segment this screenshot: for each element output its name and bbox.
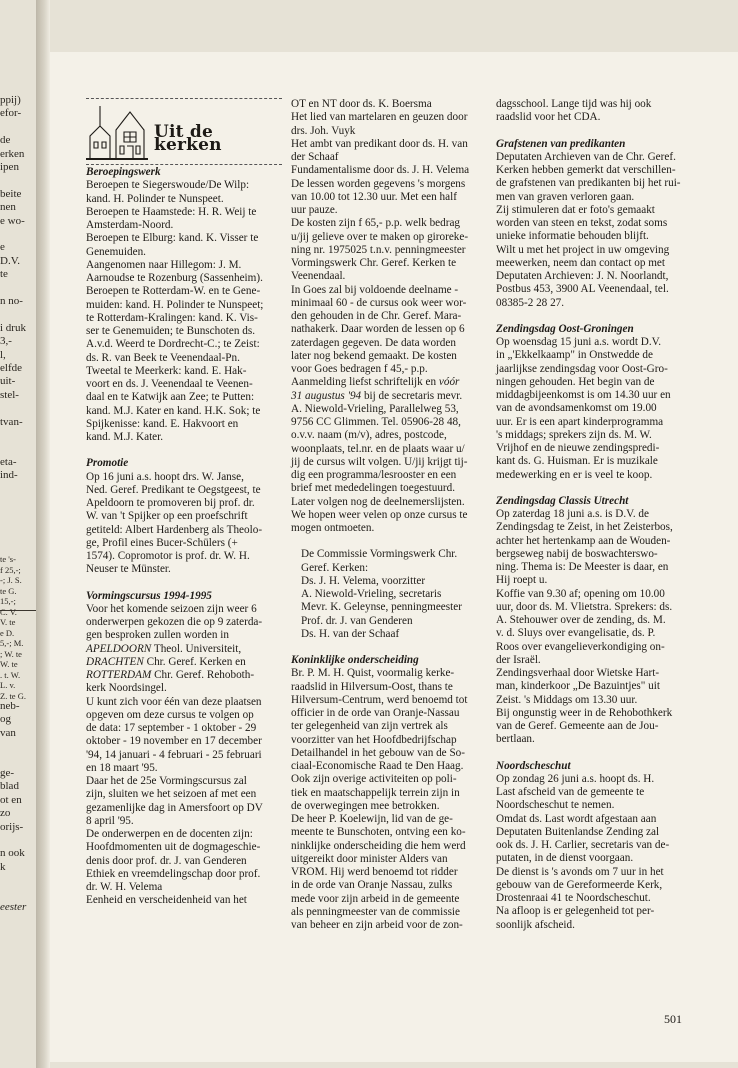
header-rule-top	[86, 98, 282, 99]
text-line: ning. Thema is: De Meester is daar, en	[496, 561, 669, 573]
text-line: Amsterdam-Noord.	[86, 219, 174, 231]
text-line: De onderwerpen en de docenten zijn:	[86, 828, 253, 840]
text-line: ningen gehouden. Het begin van de	[496, 375, 655, 388]
text-line: Aangenomen naar Hillegom: J. M.	[86, 258, 242, 271]
text-line: oktober - 19 november en 17 december	[86, 735, 262, 748]
text-line: voorzitter van het Hoofdbedrijfschap	[291, 733, 457, 746]
spacer	[496, 747, 692, 760]
strip-text: te 's-	[0, 554, 16, 564]
strip-text: D.V.	[0, 254, 20, 267]
text-line: A. Stehouwer over de zending, ds. M.	[496, 614, 666, 626]
text-line: De dienst is 's avonds om 7 uur in het	[496, 865, 664, 878]
text-line: ook ds. J. H. Carlier, secretaris van de-	[496, 839, 670, 851]
text-line: in de orde van Oranje Nassau, zulks	[291, 879, 453, 892]
strip-text: 15,-;	[0, 596, 16, 606]
strip-text: C. V.	[0, 606, 17, 617]
strip-text: nen	[0, 201, 16, 214]
text-line: Deputaten Buitenlandse Zending zal	[496, 825, 660, 838]
text-line: Ds. H. van der Schaaf	[301, 627, 400, 640]
text-line: gebouw van de Gereformeerde Kerk,	[496, 878, 663, 891]
strip-text: zo	[0, 807, 11, 820]
strip-text: n ook	[0, 847, 25, 860]
text-line: Eenheid en verscheidenheid van het	[86, 894, 247, 907]
strip-text: ge-	[0, 767, 15, 779]
paragraph	[496, 773, 692, 932]
text-line: opgeven om deze cursus te volgen op	[86, 708, 254, 721]
text-line: Fundamentalisme door ds. J. H. Velema	[291, 164, 470, 177]
strip-text: 3,-	[0, 335, 12, 348]
text-line: soonlijk afscheid.	[496, 918, 575, 931]
text-line: Deputaten Archieven van de Chr. Geref.	[496, 150, 676, 163]
text-line: Geref. Kerken:	[301, 561, 369, 574]
strip-text: L. v.	[0, 680, 16, 690]
text-line: getiteld: Albert Hardenberg als Theolo-	[86, 523, 263, 536]
strip-text: l,	[0, 348, 6, 361]
text-line: drs. Joh. Vuyk	[291, 124, 356, 137]
text-line: daal en te Katwijk aan Zee; te Putten:	[86, 391, 255, 404]
text-line: minimaal 60 - de cursus ook weer wor-	[291, 296, 467, 309]
text-line: denis door prof. dr. J. van Genderen	[86, 854, 247, 867]
text-line: Ethiek en vreemdelingschap door prof.	[86, 867, 261, 880]
text-line: A. Niewold-Vrieling, Parallelweg 53,	[291, 402, 459, 415]
text-line: Ds. J. H. Velema, voorzitter	[301, 574, 426, 587]
text-line: bergseweg nabij de boswachterswo-	[496, 547, 658, 560]
text-line: 08385-2 28 27.	[496, 296, 565, 309]
text-line: Zendingsdag te Zeist, in het Zeisterbos,	[496, 521, 673, 534]
text-run: 31 augustus '94	[291, 389, 362, 402]
strip-text: i druk	[0, 321, 26, 334]
strip-text: te G.	[0, 585, 17, 596]
text-line: Vrijhof en de nieuwe zendingspredi-	[496, 442, 660, 454]
strip-text: ipen	[0, 161, 19, 173]
strip-text: 5,-; M.	[0, 638, 24, 648]
text-line: middagbijeenkomst is om 14.30 uur en	[496, 389, 671, 401]
text-line: zaterdagen gegeven. De data worden	[291, 336, 456, 349]
text-line: ge, Profil eines Bucer-Schülers (+	[86, 536, 238, 549]
text-line: 8 april '95.	[86, 814, 134, 827]
text-line: U kunt zich voor één van deze plaatsen	[86, 695, 262, 708]
text-line: in „'Ekkelkaamp" in Onstwedde de	[496, 349, 653, 362]
text-run: vóór	[438, 376, 460, 389]
text-line: ninklijke onderscheiding die hem werd	[291, 839, 466, 852]
text-line: voort en ds. J. Veenendaal te Veenen-	[86, 378, 253, 390]
text-line: Beroepen te Haamstede: H. R. Weij te	[86, 205, 257, 218]
text-line: A. Niewold-Vrieling, secretaris	[301, 588, 442, 600]
text-run: Aanmelding liefst schriftelijk en	[291, 376, 439, 389]
text-line: kand. M.J. Kater.	[86, 431, 164, 443]
text-line: Beroepen te Elburg: kand. K. Visser te	[86, 232, 259, 245]
strip-text: van	[0, 726, 16, 739]
section-heading: Promotie	[86, 457, 129, 470]
strip-text: ind-	[0, 469, 18, 482]
text-line: o.v.v. naam (m/v), adres, postcode,	[291, 429, 447, 442]
paragraph	[496, 508, 692, 747]
text-line: Mevr. K. Geleynse, penningmeester	[301, 601, 462, 614]
text-line: Br. P. M. H. Quist, voormalig kerke-	[291, 667, 455, 680]
text-line: zijn, sluiten we het seizoen af met een	[86, 788, 257, 801]
text-line: tiek en maatschappelijk terrein zijn in	[291, 786, 460, 799]
section-heading: Beroepingswerk	[86, 166, 161, 178]
text-line: gen besproken zullen worden in	[86, 629, 229, 642]
section-heading: Koninklijke onderscheiding	[291, 654, 419, 666]
strip-text: ppij)	[0, 94, 21, 106]
text-line: kerk Noordsingel.	[86, 682, 167, 695]
text-line: putaten, in de dienst voorgaan.	[496, 852, 634, 865]
strip-text: eester	[0, 901, 27, 913]
text-line: 1574). Copromotor is prof. dr. W. H.	[86, 550, 250, 562]
section-heading: Zendingsdag Oost-Groningen	[496, 322, 634, 335]
text-line	[86, 643, 282, 656]
text-line: officier in de orde van Oranje-Nassau	[291, 707, 460, 719]
strip-text: neb-	[0, 700, 20, 712]
strip-text: beite	[0, 187, 22, 200]
text-line: Roos over evangelieverkondiging on-	[496, 640, 665, 653]
text-line: VROM. Hij werd benoemd tot ridder	[291, 866, 458, 878]
text-line: Veenendaal.	[291, 270, 346, 283]
text-line: Zeist. 's Middags om 13.30 uur.	[496, 693, 638, 706]
text-run: Theol. Universiteit,	[151, 642, 242, 655]
paragraph	[291, 548, 487, 641]
text-line: Hoofdmomenten uit de dogmageschie-	[86, 841, 261, 854]
text-line: der Israël.	[496, 653, 541, 666]
text-line: van beheer en zijn arbeid voor de zon-	[291, 919, 463, 931]
text-line: uur. Er is een apart kinderprogramma	[496, 415, 664, 428]
text-line: bertlaan.	[496, 733, 535, 746]
text-line: Aarnoudse te Rozenburg (Sassenheim).	[86, 272, 263, 284]
text-line: De Commissie Vormingswerk Chr.	[301, 548, 458, 561]
spacer	[291, 641, 487, 654]
paragraph	[496, 336, 692, 482]
text-line: medewerking en er is veel te koop.	[496, 468, 653, 481]
text-line: meewerken, neem dan contact op met	[496, 256, 665, 269]
text-line: kand. H. Polinder te Nunspeet.	[86, 192, 224, 205]
strip-text: -; J. S.	[0, 575, 22, 585]
text-line: van de Geref. Gemeente aan de Jou-	[496, 720, 659, 732]
section-title: Uit de kerken	[154, 122, 222, 156]
text-line: '94, 14 januari - 4 februari - 25 februari	[86, 748, 262, 761]
text-line: de grafstenen van predikanten bij het rui-	[496, 177, 681, 190]
place-name: APELDOORN	[86, 642, 152, 655]
text-line: uitgereikt door minister Alders van	[291, 852, 448, 865]
text-line: Drostenraai 41 te Noordscheschut.	[496, 892, 651, 904]
text-line	[291, 390, 487, 403]
strip-text: erken	[0, 147, 25, 160]
text-line: kand. M.J. Kater en kand. H.K. Sok; te	[86, 404, 261, 417]
text-line: Wilt u met het project in uw omgeving	[496, 243, 670, 256]
text-line: van 10.00 tot 12.30 uur. Met een half	[291, 190, 457, 203]
text-line: ds. R. van Beek te Veenendaal-Pn.	[86, 351, 240, 364]
paragraph	[291, 98, 487, 376]
text-line: mede voor zijn arbeid in de gemeente	[291, 892, 460, 905]
text-line: Genemuiden.	[86, 245, 146, 258]
text-line: W. van 't Spijker op een proefschrift	[86, 510, 248, 523]
column-3	[496, 98, 692, 932]
text-line: Kerken hebben gemerkt dat verschillen-	[496, 164, 676, 176]
text-line: man, kinderkoor „De Bazuintjes" uit	[496, 680, 660, 693]
text-line: der Schaaf	[291, 151, 339, 163]
paragraph	[86, 471, 282, 577]
text-line: Zij stimuleren dat er foto's gemaakt	[496, 203, 655, 216]
text-line: jaarlijkse zendingsdag voor Oost-Gro-	[496, 362, 668, 375]
strip-text: tvan-	[0, 415, 23, 428]
text-line: meente te Bunschoten, ontving een ko-	[291, 826, 466, 839]
text-line	[86, 656, 282, 669]
text-line: nathakerk. Daar worden de lessen op 6	[291, 323, 465, 336]
strip-text: de	[0, 134, 11, 147]
text-line: Op zondag 26 juni a.s. hoopt ds. H.	[496, 772, 655, 785]
strip-text: e D.	[0, 627, 15, 638]
text-line: Op 16 juni a.s. hoopt drs. W. Janse,	[86, 470, 244, 483]
strip-text: uit-	[0, 375, 16, 388]
strip-text: n no-	[0, 295, 23, 307]
text-line: raadslid in Hilversum-Oost, thans te	[291, 680, 453, 693]
section-heading: Zendingsdag Classis Utrecht	[496, 494, 629, 507]
spacer	[86, 444, 282, 457]
strip-text: . t. W.	[0, 669, 21, 680]
text-line: Na afloop is er gelegenheid tot per-	[496, 905, 655, 918]
spacer	[496, 310, 692, 323]
column-1	[86, 96, 282, 908]
paragraph	[86, 603, 282, 643]
section-header	[86, 96, 282, 166]
spacer	[291, 535, 487, 548]
paragraph	[291, 403, 487, 536]
strip-text: te	[0, 268, 8, 281]
text-line	[291, 376, 487, 389]
text-line: Beroepen te Rotterdam-W. en te Gene-	[86, 285, 261, 298]
strip-text: og	[0, 713, 11, 726]
place-name: DRACHTEN	[86, 655, 144, 668]
text-line: Op zaterdag 18 juni a.s. is D.V. de	[496, 508, 649, 520]
text-line: Last afscheid van de gemeente te	[496, 786, 645, 798]
text-line: dig een programma/lesrooster en een	[291, 469, 457, 481]
text-line: van de avondsamenkomst om 19.00	[496, 402, 657, 415]
paragraph	[496, 151, 692, 310]
text-line: Omdat ds. Last wordt afgestaan aan	[496, 812, 657, 825]
strip-text: k	[0, 860, 6, 873]
strip-text: W. te	[0, 659, 18, 669]
paragraph	[496, 98, 692, 125]
text-line: later nog bekend gemaakt. De kosten	[291, 349, 457, 362]
section-heading: Grafstenen van predikanten	[496, 137, 626, 150]
text-line: ter gelegenheid van zijn vertrek als	[291, 720, 448, 733]
text-line: De heer P. Koelewijn, lid van de ge-	[291, 813, 453, 825]
text-line: Daar het de 25e Vormingscursus zal	[86, 775, 247, 787]
text-line: Voor het komende seizoen zijn weer 6	[86, 602, 257, 615]
text-line: de overwegingen mee betrokken.	[291, 799, 440, 812]
text-line: 9756 CC Glimmen. Tel. 05906-28 48,	[291, 416, 461, 428]
strip-text: V. te	[0, 617, 16, 627]
text-line: Het lied van martelaren en geuzen door	[291, 111, 468, 124]
church-icon	[86, 102, 148, 162]
text-line: Beroepen te Siegerswoude/De Wilp:	[86, 179, 250, 192]
text-line: Neuser te Münster.	[86, 563, 171, 576]
strip-text: efor-	[0, 107, 22, 120]
strip-text: e wo-	[0, 214, 25, 227]
text-line: woonplaats, tel.nr. en de plaats waar u/	[291, 442, 465, 455]
text-line: Noordscheschut te nemen.	[496, 799, 615, 812]
text-line: A.v.d. Weerd te Dordrecht-C.; te Zeist:	[86, 338, 260, 351]
text-line: unieke informatie behouden blijft.	[496, 230, 649, 243]
text-line: Detailhandel in het gebouw van de So-	[291, 746, 465, 759]
text-line: In Goes zal bij voldoende deelname -	[291, 283, 459, 296]
text-run: bij de secretaris mevr.	[361, 389, 463, 402]
place-name: ROTTERDAM	[86, 669, 152, 681]
spacer	[86, 577, 282, 590]
spacer	[496, 482, 692, 495]
text-run: Chr. Geref. Kerken en	[143, 655, 246, 668]
text-line: Bij ongunstig weer in de Rehobothkerk	[496, 706, 673, 719]
text-line: Hilversum-Centrum, werd benoemd tot	[291, 693, 468, 706]
text-line: Zendingsverhaal door Wietske Hart-	[496, 667, 660, 679]
text-line: Apeldoorn te promoveren bij prof. dr.	[86, 497, 255, 509]
text-line: uur pauze.	[291, 204, 338, 216]
text-line: dr. W. H. Velema	[86, 881, 163, 893]
text-line: te Rotterdam-Kralingen: kand. K. Vis-	[86, 311, 258, 324]
section-heading: Noordscheschut	[496, 759, 571, 772]
text-line: worden van steen en tekst, zodat soms	[496, 217, 668, 229]
text-line: men van graven verloren gaan.	[496, 190, 635, 203]
text-line: Koffie van 9.30 af; opening om 10.00	[496, 587, 665, 600]
text-line: en 18 maart '95.	[86, 761, 158, 774]
text-line: 's middags; sprekers zijn ds. M. W.	[496, 428, 652, 441]
paragraph	[86, 643, 282, 683]
strip-text: Z. te G.	[0, 690, 26, 701]
text-line: voor Goes bedragen f 45,- p.p.	[291, 363, 428, 375]
text-line: als penningmeester van de commissie	[291, 905, 461, 918]
text-line: mogen ontmoeten.	[291, 522, 375, 534]
paragraph	[291, 667, 487, 932]
text-line: raadslid voor het CDA.	[496, 111, 601, 124]
text-line: ser te Genemuiden; te Bunschoten ds.	[86, 325, 256, 337]
text-line: Ook zijn overige activiteiten op poli-	[291, 773, 457, 786]
section-heading: Vormingscursus 1994-1995	[86, 589, 212, 602]
text-line: ciaal-Economische Raad te Den Haag.	[291, 760, 464, 772]
text-line: Prof. dr. J. van Genderen	[301, 614, 413, 627]
text-line: De kosten zijn f 65,- p.p. welk bedrag	[291, 217, 461, 230]
text-line: De lessen worden gegevens 's morgens	[291, 177, 466, 190]
text-line: Het ambt van predikant door ds. H. van	[291, 137, 468, 150]
header-rule-bottom	[86, 164, 282, 165]
spacer	[496, 125, 692, 138]
book-gutter	[36, 0, 50, 1068]
strip-text: stel-	[0, 388, 19, 401]
strip-text: ot en	[0, 793, 22, 806]
text-line: de data: 17 september - 1 oktober - 29	[86, 722, 257, 734]
text-line: Hij roept u.	[496, 574, 548, 587]
strip-text: f 25,-;	[0, 564, 21, 575]
text-run: Chr. Geref. Rehoboth-	[151, 669, 255, 681]
strip-text: elfde	[0, 362, 22, 374]
text-line: achter het hertenkamp aan de Wouden-	[496, 534, 671, 547]
text-line: Tweetal te Meerkerk: kand. E. Hak-	[86, 364, 247, 377]
text-line: ning nr. 1975025 t.n.v. penningmeester	[291, 243, 466, 256]
text-line: muiden: kand. H. Polinder te Nunspeet;	[86, 298, 264, 311]
text-line: v. d. Sluys over evangelisatie, ds. P.	[496, 627, 656, 640]
strip-text: orijs-	[0, 820, 24, 833]
column-2	[291, 98, 487, 932]
text-line: den gehouden in de Chr. Geref. Mara-	[291, 310, 462, 322]
text-line: gezamenlijke dag in Amersfoort op DV	[86, 801, 263, 814]
text-line: We hopen weer velen op onze cursus te	[291, 508, 468, 521]
text-line: OT en NT door ds. K. Boersma	[291, 98, 432, 110]
strip-text: blad	[0, 780, 19, 793]
text-line: dagsschool. Lange tijd was hij ook	[496, 98, 652, 110]
page-number: 501	[664, 1012, 682, 1026]
text-line: Later volgen nog de deelnemerslijsten.	[291, 495, 465, 508]
text-line: uur, door ds. M. Vlietstra. Sprekers: ds.	[496, 600, 673, 613]
strip-text: eta-	[0, 455, 17, 468]
text-line: onderwerpen gekozen die op 9 zaterda-	[86, 616, 263, 628]
previous-page-strip	[0, 90, 38, 990]
paragraph	[86, 682, 282, 907]
text-line: u/jij gelieve over te maken op giroreke-	[291, 230, 469, 243]
text-line: Op woensdag 15 juni a.s. wordt D.V.	[496, 336, 662, 348]
text-line: Vormingswerk Chr. Geref. Kerken te	[291, 257, 457, 269]
text-line: jij de cursus wilt volgen. U/jij krijgt tij-	[291, 455, 468, 468]
paragraph	[86, 179, 282, 444]
text-line: Deputaten Archieven: J. N. Noorlandt,	[496, 270, 669, 282]
text-line: Spijkenisse: kand. E. Hakvoort en	[86, 417, 239, 430]
paragraph	[291, 376, 487, 403]
strip-text: ; W. te	[0, 648, 22, 659]
text-line: brief met mededelingen toegestuurd.	[291, 482, 456, 495]
text-line: kant ds. G. Huisman. Er is muzikale	[496, 455, 658, 468]
strip-text: e	[0, 241, 5, 254]
text-line	[86, 669, 282, 682]
text-line: Ned. Geref. Predikant te Oegstgeest, te	[86, 483, 261, 496]
text-line: Postbus 453, 3900 AL Veenendaal, tel.	[496, 283, 669, 296]
